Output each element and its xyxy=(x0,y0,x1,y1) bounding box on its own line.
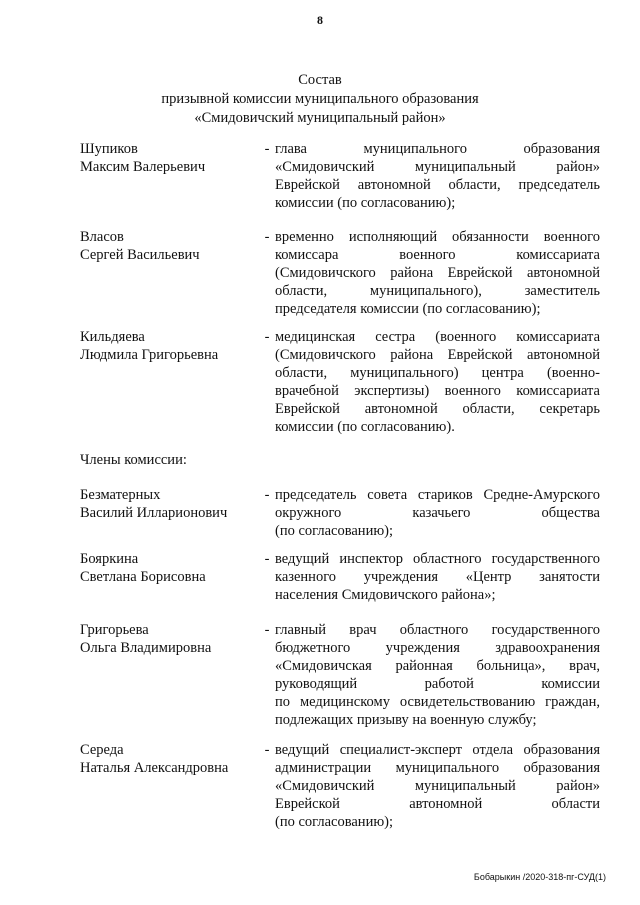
member-given-names: Максим Валерьевич xyxy=(80,159,206,175)
position-line: глава муниципального образования xyxy=(275,141,600,157)
position-line: (Смидовичского района Еврейской автономной xyxy=(275,347,600,363)
member-position xyxy=(275,328,600,436)
position-line: Еврейской автономной области xyxy=(275,796,600,812)
entry-dash: - xyxy=(264,622,270,638)
position-line: главный врач областного государственного xyxy=(275,622,600,638)
position-line: подлежащих призыву на военную службу; xyxy=(275,712,537,728)
member-surname: Кильдяева xyxy=(80,329,145,345)
position-line: «Смидовичская районная больница», врач, xyxy=(275,658,600,674)
position-line: председателя комиссии (по согласованию); xyxy=(275,301,541,317)
footer-code: Бобарыкин /2020-318-пг-СУД(1) xyxy=(473,872,606,882)
position-line: ведущий инспектор областного государственного xyxy=(275,551,600,567)
position-line: населения Смидовичского района»; xyxy=(275,587,496,603)
member-name xyxy=(80,328,260,364)
position-line: «Смидовичский муниципальный район» xyxy=(275,778,600,794)
position-line: по медицинскому освидетельствованию граждан, xyxy=(275,694,600,710)
entry-dash: - xyxy=(264,551,270,567)
title-line-3: «Смидовичский муниципальный район» xyxy=(194,110,446,126)
position-line: (по согласованию); xyxy=(275,814,394,830)
members-heading: Члены комиссии: xyxy=(80,452,187,468)
member-position xyxy=(275,741,600,831)
member-name xyxy=(80,621,260,657)
position-line: окружного казачьего общества xyxy=(275,505,600,521)
member-surname: Бояркина xyxy=(80,551,139,567)
member-surname: Безматерных xyxy=(80,487,161,503)
member-name xyxy=(80,486,260,522)
member-given-names: Светлана Борисовна xyxy=(80,569,206,585)
member-position xyxy=(275,228,600,318)
entry-dash: - xyxy=(264,229,270,245)
position-line: временно исполняющий обязанности военного xyxy=(275,229,600,245)
entry-dash: - xyxy=(264,487,270,503)
position-line: медицинская сестра (военного комиссариата xyxy=(275,329,600,345)
member-surname: Григорьева xyxy=(80,622,149,638)
member-surname: Власов xyxy=(80,229,124,245)
position-line: комиссара военного комиссариата xyxy=(275,247,600,263)
position-line: (Смидовичского района Еврейской автономной xyxy=(275,265,600,281)
position-line: руководящий работой комиссии xyxy=(275,676,600,692)
member-name xyxy=(80,228,260,264)
member-surname: Шупиков xyxy=(80,141,138,157)
member-given-names: Ольга Владимировна xyxy=(80,640,212,656)
entry-dash: - xyxy=(264,141,270,157)
position-line: ведущий специалист-эксперт отдела образования xyxy=(275,742,600,758)
position-line: (по согласованию); xyxy=(275,523,394,539)
position-line: «Смидовичский муниципальный район» xyxy=(275,159,600,175)
member-position xyxy=(275,550,600,604)
member-name xyxy=(80,741,260,777)
position-line: Еврейской автономной области, председатель xyxy=(275,177,600,193)
member-position xyxy=(275,486,600,540)
position-line: председатель совета стариков Средне-Амурского xyxy=(275,487,600,503)
member-name xyxy=(80,140,260,176)
member-given-names: Василий Илларионович xyxy=(80,505,228,521)
title-line-1: Состав xyxy=(298,72,342,88)
title-line-2: призывной комиссии муниципального образования xyxy=(161,91,479,107)
position-line: казенного учреждения «Центр занятости xyxy=(275,569,600,585)
position-line: Еврейской автономной области, секретарь xyxy=(275,401,600,417)
position-line: комиссии (по согласованию); xyxy=(275,195,456,211)
member-name xyxy=(80,550,260,586)
member-surname: Середа xyxy=(80,742,124,758)
document-title xyxy=(0,71,640,128)
page-number: 8 xyxy=(317,13,323,27)
position-line: комиссии (по согласованию). xyxy=(275,419,455,435)
position-line: области, муниципального), заместитель xyxy=(275,283,600,299)
member-position xyxy=(275,140,600,212)
member-given-names: Людмила Григорьевна xyxy=(80,347,219,363)
entry-dash: - xyxy=(264,742,270,758)
position-line: области, муниципального) центра (военно- xyxy=(275,365,600,381)
member-given-names: Сергей Васильевич xyxy=(80,247,200,263)
member-position xyxy=(275,621,600,729)
entry-dash: - xyxy=(264,329,270,345)
position-line: врачебной экспертизы) военного комиссариата xyxy=(275,383,600,399)
member-given-names: Наталья Александровна xyxy=(80,760,229,776)
position-line: бюджетного учреждения здравоохранения xyxy=(275,640,600,656)
position-line: администрации муниципального образования xyxy=(275,760,600,776)
